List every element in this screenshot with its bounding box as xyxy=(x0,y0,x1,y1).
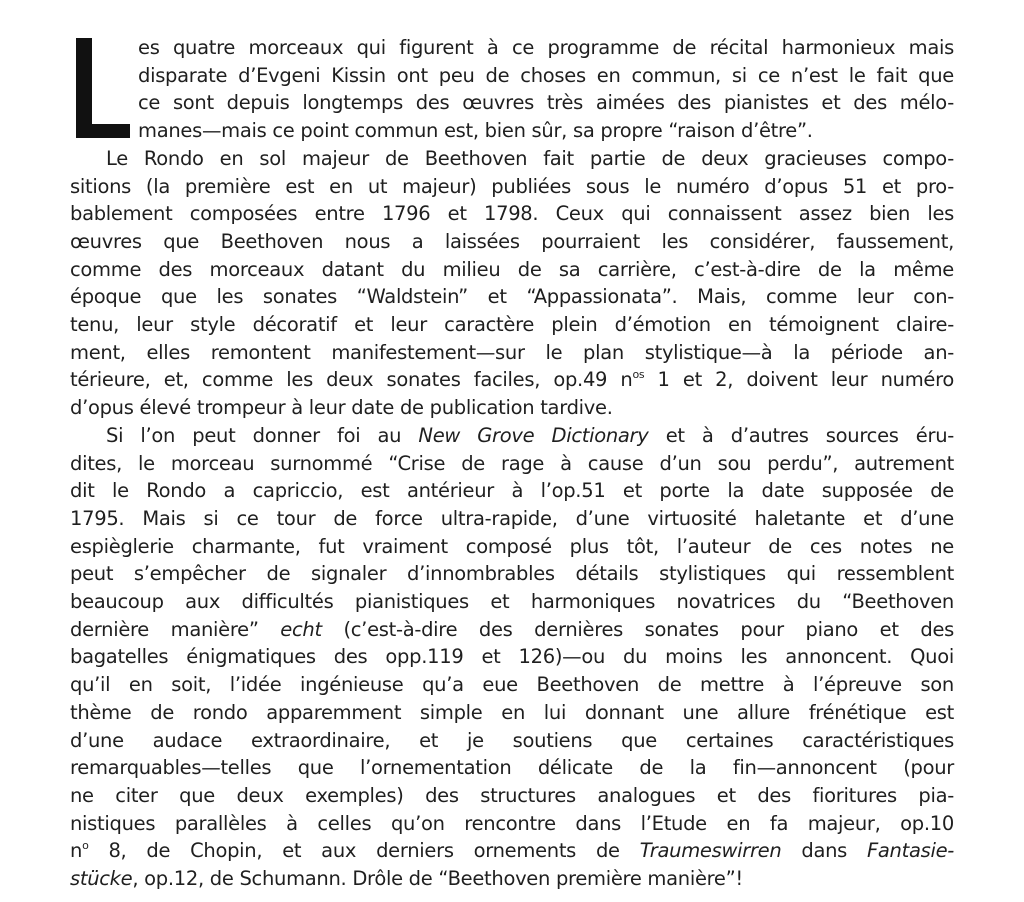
text-line xyxy=(70,228,954,256)
text-segment: (c’est-à-dire des dernières sonates pour piano et des xyxy=(321,617,954,641)
text-segment: n xyxy=(70,839,83,863)
text-segment: 8, de Chopin, et aux derniers ornements de xyxy=(88,839,640,863)
superscript: os xyxy=(632,368,645,382)
text-segment: époque que les sonates “Waldstein” et “Appassionata”. Mais, comme leur con- xyxy=(70,285,954,309)
text-segment: 1795. Mais si ce tour de force ultra-rapide, d’une virtuosité haletante et d’une xyxy=(70,506,954,530)
text-segment: , op.12, de Schumann. Drôle de “Beethoven première manière”! xyxy=(132,867,743,890)
italic-text: New Grove Dictionary xyxy=(418,423,649,447)
text-line xyxy=(70,865,954,893)
text-line xyxy=(138,89,954,117)
text-segment: d’opus élevé trompeur à leur date de publication tardive. xyxy=(70,396,613,420)
text-segment: remarquables—telles que l’ornementation délicate de la fin—annoncent (pour xyxy=(70,756,954,780)
text-segment: ment, elles remontent manifestement—sur le plan stylistique—à la période an- xyxy=(70,340,954,364)
text-segment: qu’il en soit, l’idée ingénieuse qu’a eue Beethoven de mettre à l’épreuve son xyxy=(70,673,954,697)
text-line xyxy=(70,643,954,671)
drop-cap-foot xyxy=(76,124,130,138)
text-line xyxy=(70,283,954,311)
text-segment: ce sont depuis longtemps des œuvres très aimées des pianistes et des mélo- xyxy=(138,91,954,115)
text-segment: peut s’empêcher de signaler d’innombrables détails stylistiques qui ressemblent xyxy=(70,562,954,586)
text-segment: bagatelles énigmatiques des opp.119 et 126)—ou du moins les annoncent. Quoi xyxy=(70,645,954,669)
text-line xyxy=(106,422,954,450)
text-segment: sitions (la première est en ut majeur) publiées sous le numéro d’opus 51 et pro- xyxy=(70,174,954,198)
text-segment: comme des morceaux datant du milieu de sa carrière, c’est-à-dire de la même xyxy=(70,257,954,281)
text-line xyxy=(70,533,954,561)
text-segment: thème de rondo apparemment simple en lui donnant une allure frénétique est xyxy=(70,700,954,724)
text-segment: œuvres que Beethoven nous a laissées pourraient les considérer, faussement, xyxy=(70,229,954,253)
text-line xyxy=(70,256,954,284)
text-segment: manes—mais ce point commun est, bien sûr, sa propre “raison d’être”. xyxy=(138,119,813,143)
italic-text: stücke xyxy=(70,867,133,890)
text-line xyxy=(70,810,954,838)
text-segment: dans xyxy=(781,839,867,863)
text-line xyxy=(70,782,954,810)
text-line xyxy=(70,366,954,394)
text-line xyxy=(138,34,954,62)
text-line xyxy=(70,173,954,201)
italic-text: Traumeswirren xyxy=(639,839,782,863)
text-segment: espièglerie charmante, fut vraiment composé plus tôt, l’auteur de ces notes ne xyxy=(70,534,954,558)
text-segment: dites, le morceau surnommé “Crise de rage à cause d’un sou perdu”, autrement xyxy=(70,451,954,475)
text-segment: nistiques parallèles à celles qu’on rencontre dans l’Etude en fa majeur, op.10 xyxy=(70,811,954,835)
text-line xyxy=(70,671,954,699)
text-segment: disparate d’Evgeni Kissin ont peu de choses en commun, si ce n’est le fait que xyxy=(138,63,954,87)
text-line xyxy=(70,588,954,616)
text-segment: dernière manière” xyxy=(70,617,281,641)
text-line xyxy=(70,200,954,228)
text-segment: beaucoup aux difficultés pianistiques et harmoniques novatrices du “Beethoven xyxy=(70,590,954,613)
document-page xyxy=(70,34,954,894)
italic-text: echt xyxy=(280,617,322,641)
text-segment: d’une audace extraordinaire, et je soutiens que certaines caractéristiques xyxy=(70,728,954,752)
drop-cap-letter xyxy=(70,32,132,144)
text-line xyxy=(70,477,954,505)
text-line xyxy=(70,450,954,478)
text-line xyxy=(70,311,954,339)
text-line xyxy=(70,505,954,533)
text-segment: térieure, et, comme les deux sonates faciles, op.49 n xyxy=(70,368,633,392)
text-line xyxy=(70,339,954,367)
text-line xyxy=(138,117,954,145)
italic-text: Fantasie- xyxy=(866,839,954,863)
text-line xyxy=(70,837,954,865)
text-line xyxy=(70,727,954,755)
text-segment: dit le Rondo a capriccio, est antérieur à l’op.51 et porte la date supposée de xyxy=(70,479,954,503)
text-segment: et à d’autres sources éru- xyxy=(648,423,955,447)
text-segment: Si l’on peut donner foi au xyxy=(106,423,419,447)
text-line xyxy=(70,560,954,588)
text-segment: 1 et 2, doivent leur numéro xyxy=(644,368,955,392)
text-line xyxy=(70,754,954,782)
text-line xyxy=(70,616,954,644)
text-line xyxy=(138,62,954,90)
text-segment: es quatre morceaux qui figurent à ce programme de récital harmonieux mais xyxy=(138,36,954,59)
text-segment: tenu, leur style décoratif et leur caractère plein d’émotion en témoignent claire- xyxy=(70,313,954,336)
text-segment: Le Rondo en sol majeur de Beethoven fait partie de deux gracieuses compo- xyxy=(106,146,954,170)
text-line xyxy=(70,394,954,422)
superscript: o xyxy=(82,839,89,853)
text-line xyxy=(70,699,954,727)
text-line xyxy=(106,145,954,173)
drop-cap-stem xyxy=(76,38,92,138)
text-segment: bablement composées entre 1796 et 1798. Ceux qui connaissent assez bien les xyxy=(70,202,954,226)
text-segment: ne citer que deux exemples) des structures analogues et des fioritures pia- xyxy=(70,783,954,807)
